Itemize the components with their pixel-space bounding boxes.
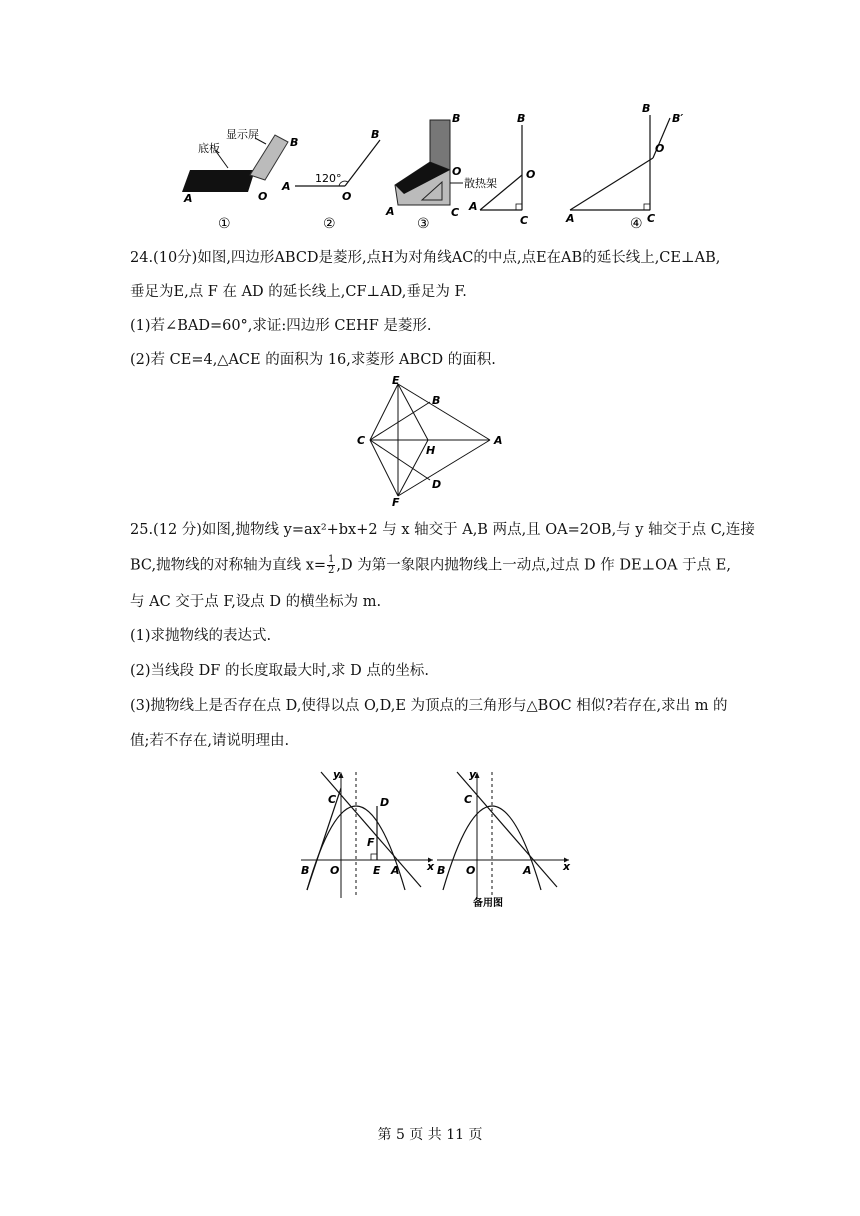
point-A: A [523, 864, 532, 877]
point-C: C [451, 206, 460, 219]
point-E: E [373, 864, 381, 877]
point-A: A [494, 434, 503, 447]
point-A: A [282, 180, 291, 193]
figure-2-angle [275, 100, 385, 230]
label-base: 底板 [198, 142, 220, 155]
point-E: E [392, 376, 400, 387]
point-B: B [301, 864, 310, 877]
page-footer: 第 5 页 共 11 页 [377, 1127, 483, 1143]
fraction-one-half [327, 555, 335, 576]
point-A: A [469, 200, 478, 213]
angle-120: 120° [315, 172, 342, 185]
point-B: B [371, 128, 380, 141]
point-B-prime: B′ [672, 112, 684, 125]
point-B: B [432, 394, 441, 407]
q25-part3b: 值;若不存在,请说明理由. [130, 733, 290, 749]
point-A: A [184, 192, 193, 205]
point-D: D [380, 796, 390, 809]
point-B: B [642, 102, 651, 115]
caption-4: ④ [630, 216, 643, 230]
q24-line2: 垂足为E,点 F 在 AD 的延长线上,CF⊥AD,垂足为 F. [130, 284, 467, 300]
figure-3b-triangle [465, 100, 555, 230]
point-O: O [466, 864, 476, 877]
point-A: A [391, 864, 400, 877]
q24-rhombus-figure [352, 376, 512, 506]
q25-line1: 25.(12 分)如图,抛物线 y=ax²+bx+2 与 x 轴交于 A,B 两点,且 OA=2OB,与 y 轴交于点 C,连接 [130, 522, 755, 538]
q25-line3: 与 AC 交于点 F,设点 D 的横坐标为 m. [130, 594, 382, 610]
point-F: F [367, 836, 375, 849]
point-B: B [437, 864, 446, 877]
q24-line1: 24.(10分)如图,四边形ABCD是菱形,点H为对角线AC的中点,点E在AB的延长线上,CE⊥AB, [130, 250, 721, 266]
caption-backup: 备用图 [473, 898, 503, 909]
point-O: O [452, 165, 462, 178]
point-O: O [526, 168, 536, 181]
q25-parabola-figure [297, 768, 437, 903]
point-F: F [392, 496, 400, 506]
point-O: O [258, 190, 268, 203]
frac-den: 2 [328, 565, 335, 576]
point-B: B [290, 136, 299, 149]
axis-x: x [563, 860, 571, 873]
caption-2: ② [323, 216, 336, 230]
q25-part2: (2)当线段 DF 的长度取最大时,求 D 点的坐标. [130, 663, 430, 679]
axis-x: x [427, 860, 435, 873]
point-O: O [342, 190, 352, 203]
point-H: H [426, 444, 436, 457]
point-C: C [464, 793, 473, 806]
q25-part1: (1)求抛物线的表达式. [130, 628, 272, 644]
caption-3: ③ [417, 216, 430, 230]
point-C: C [328, 793, 337, 806]
q24-part1: (1)若∠BAD=60°,求证:四边形 CEHF 是菱形. [130, 318, 432, 334]
point-C: C [520, 214, 529, 227]
caption-1: ① [218, 216, 231, 230]
point-A: A [386, 205, 395, 218]
point-O: O [655, 142, 665, 155]
point-B: B [517, 112, 526, 125]
axis-y: y [469, 768, 477, 781]
point-B: B [452, 112, 461, 125]
point-C: C [647, 212, 656, 225]
frac-num: 1 [328, 554, 335, 565]
q25-line2-a: BC,抛物线的对称轴为直线 x= [130, 557, 327, 574]
laptop-stand-figures [160, 100, 720, 230]
q25-line2 [130, 555, 731, 576]
q25-part3a: (3)抛物线上是否存在点 D,使得以点 O,D,E 为顶点的三角形与△BOC 相似?若存在,求出 m 的 [130, 698, 728, 714]
label-screen: 显示屏 [226, 128, 259, 141]
label-stand: 散热架 [464, 177, 497, 190]
axis-y: y [333, 768, 341, 781]
point-C: C [357, 434, 366, 447]
point-D: D [432, 478, 442, 491]
q24-part2: (2)若 CE=4,△ACE 的面积为 16,求菱形 ABCD 的面积. [130, 352, 496, 368]
figure-4-rotated [560, 100, 700, 230]
q25-backup-figure [433, 768, 573, 913]
q25-line2-b: ,D 为第一象限内抛物线上一动点,过点 D 作 DE⊥OA 于点 E, [336, 557, 731, 574]
point-O: O [330, 864, 340, 877]
point-A: A [566, 212, 575, 225]
